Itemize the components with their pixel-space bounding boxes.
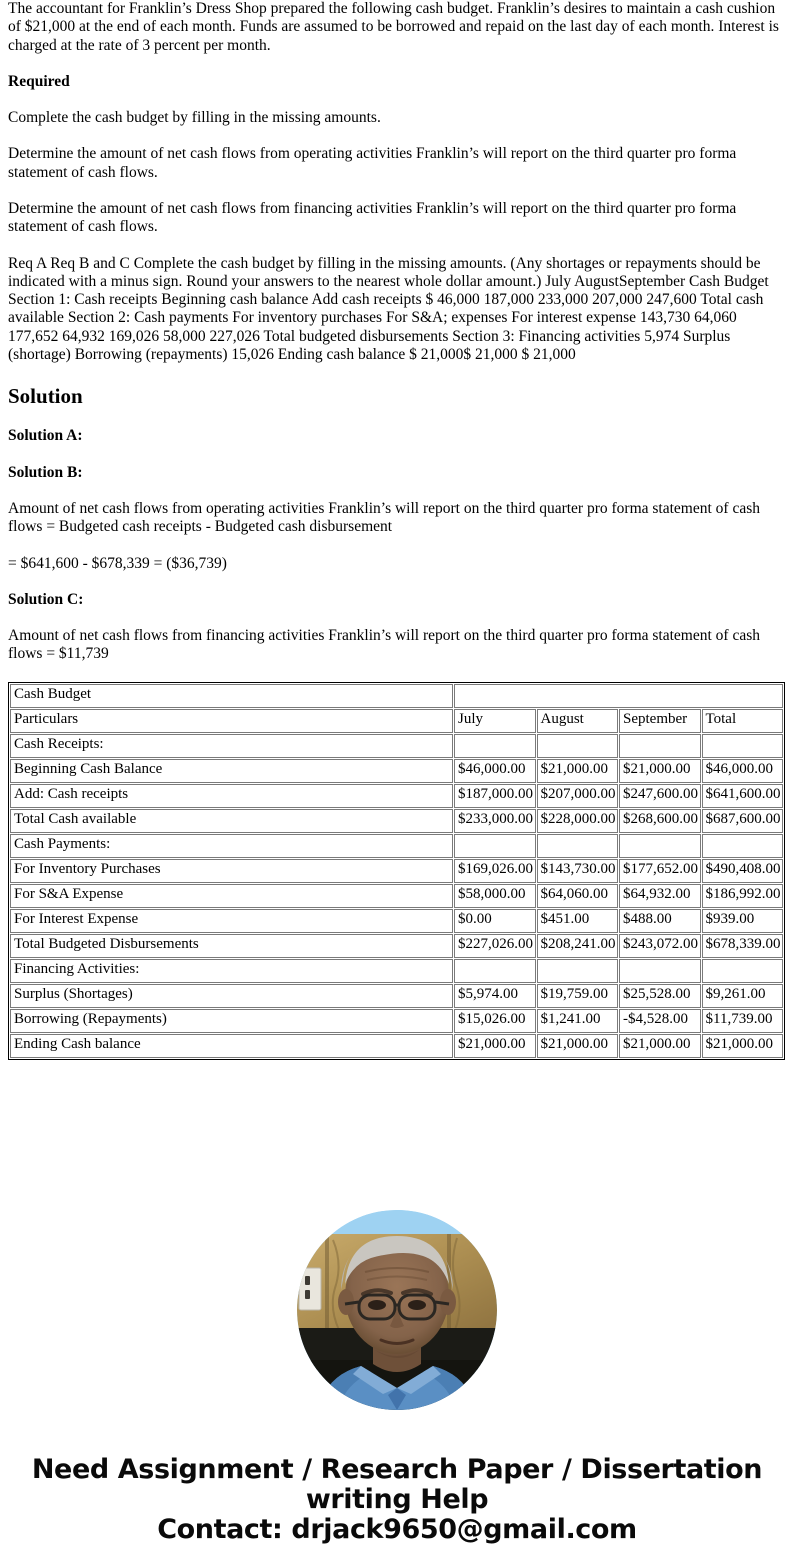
solution-b-heading: Solution B: bbox=[8, 463, 83, 481]
table-row bbox=[10, 909, 783, 933]
cash-budget-table bbox=[8, 682, 785, 1060]
cell-august: $451.00 bbox=[537, 909, 619, 933]
column-header-september: September bbox=[619, 709, 701, 733]
row-label: Cash Payments: bbox=[10, 834, 453, 858]
cell-july bbox=[454, 959, 536, 983]
cell-july: $15,026.00 bbox=[454, 1009, 536, 1033]
required-item-c: Determine the amount of net cash flows from financing activities Franklin’s will report on the third quarter pro forma statement of cash flows. bbox=[8, 199, 737, 236]
cell-total bbox=[702, 734, 784, 758]
cell-total: $46,000.00 bbox=[702, 759, 784, 783]
cell-july: $58,000.00 bbox=[454, 884, 536, 908]
solution-a-heading: Solution A: bbox=[8, 427, 83, 445]
promo-line-1: Need Assignment / Research Paper / Dissertation bbox=[31, 1453, 763, 1485]
cell-total: $21,000.00 bbox=[702, 1034, 784, 1058]
cash-budget-table-wrapper bbox=[8, 682, 786, 1060]
cell-july: $0.00 bbox=[454, 909, 536, 933]
promo-line-2: writing Help bbox=[305, 1483, 489, 1515]
table-row bbox=[10, 884, 783, 908]
table-row bbox=[10, 1009, 783, 1033]
solution-b-text: Amount of net cash flows from operating activities Franklin’s will report on the third quarter pro forma statement of cash flows = Budgeted cash receipts - Budgeted cash disbursement bbox=[8, 499, 760, 536]
cell-september bbox=[619, 959, 701, 983]
cell-august bbox=[537, 734, 619, 758]
table-row bbox=[10, 934, 783, 958]
cell-september: $25,528.00 bbox=[619, 984, 701, 1008]
cell-total: $11,739.00 bbox=[702, 1009, 784, 1033]
cell-september: $21,000.00 bbox=[619, 1034, 701, 1058]
row-label: Beginning Cash Balance bbox=[10, 759, 453, 783]
cell-august: $64,060.00 bbox=[537, 884, 619, 908]
cell-august: $1,241.00 bbox=[537, 1009, 619, 1033]
table-title-row bbox=[10, 684, 783, 708]
required-heading: Required bbox=[8, 72, 70, 90]
cell-total: $490,408.00 bbox=[702, 859, 784, 883]
cell-july: $5,974.00 bbox=[454, 984, 536, 1008]
table-title-spacer bbox=[454, 684, 783, 708]
cell-september bbox=[619, 734, 701, 758]
solution-c-heading: Solution C: bbox=[8, 590, 84, 608]
cell-september: $21,000.00 bbox=[619, 759, 701, 783]
cell-total bbox=[702, 959, 784, 983]
cell-september: $177,652.00 bbox=[619, 859, 701, 883]
cell-total: $939.00 bbox=[702, 909, 784, 933]
table-row bbox=[10, 959, 783, 983]
cell-total: $641,600.00 bbox=[702, 784, 784, 808]
cell-july: $169,026.00 bbox=[454, 859, 536, 883]
promo-block bbox=[8, 1455, 786, 1546]
row-label: Total Budgeted Disbursements bbox=[10, 934, 453, 958]
cell-total: $687,600.00 bbox=[702, 809, 784, 833]
cell-total: $186,992.00 bbox=[702, 884, 784, 908]
portrait-photo-icon bbox=[297, 1210, 497, 1410]
table-row bbox=[10, 834, 783, 858]
intro-paragraph: The accountant for Franklin’s Dress Shop prepared the following cash budget. Franklin’s desires to maintain a cash cushion of $21,000 at the end of each month. Funds are assumed to be borrowed and repaid on the last day of each month. Interest is charged at the rate of 3 percent per month. bbox=[8, 0, 779, 54]
table-row bbox=[10, 734, 783, 758]
cell-august: $208,241.00 bbox=[537, 934, 619, 958]
column-header-july: July bbox=[454, 709, 536, 733]
table-row bbox=[10, 759, 783, 783]
cell-total bbox=[702, 834, 784, 858]
column-header-total: Total bbox=[702, 709, 784, 733]
row-label: Surplus (Shortages) bbox=[10, 984, 453, 1008]
cell-september: $247,600.00 bbox=[619, 784, 701, 808]
cell-september: $488.00 bbox=[619, 909, 701, 933]
avatar bbox=[297, 1210, 497, 1410]
bottom-spacer bbox=[8, 1545, 786, 1567]
cell-august: $19,759.00 bbox=[537, 984, 619, 1008]
cell-july: $21,000.00 bbox=[454, 1034, 536, 1058]
solution-b-calculation: = $641,600 - $678,339 = ($36,739) bbox=[8, 554, 227, 572]
cell-july bbox=[454, 834, 536, 858]
row-label: Cash Receipts: bbox=[10, 734, 453, 758]
cell-july: $187,000.00 bbox=[454, 784, 536, 808]
cell-august: $207,000.00 bbox=[537, 784, 619, 808]
column-header-particulars: Particulars bbox=[10, 709, 453, 733]
solution-heading: Solution bbox=[8, 384, 83, 409]
cell-august: $143,730.00 bbox=[537, 859, 619, 883]
table-header-row bbox=[10, 709, 783, 733]
cell-august: $228,000.00 bbox=[537, 809, 619, 833]
cell-august bbox=[537, 834, 619, 858]
cell-september: -$4,528.00 bbox=[619, 1009, 701, 1033]
row-label: For Interest Expense bbox=[10, 909, 453, 933]
row-label: Add: Cash receipts bbox=[10, 784, 453, 808]
avatar-block bbox=[8, 1210, 786, 1415]
cell-july: $233,000.00 bbox=[454, 809, 536, 833]
problem-statement-blob: Req A Req B and C Complete the cash budget by filling in the missing amounts. (Any shortages or repayments should be indicated with a minus sign. Round your answers to the nearest whole dollar amount.) July AugustSeptember Cash Budget Section 1: Cash receipts Beginning cash balance Add cash receipts $ 46,000 187,000 233,000 207,000 247,600 Total cash available Section 2: Cash payments For inventory purchases For S&A; expenses For interest expense 143,730 64,060 177,652 64,932 169,026 58,000 227,026 Total budgeted disbursements Section 3: Financing activities 5,974 Surplus (shortage) Borrowing (repayments) 15,026 Ending cash balance $ 21,000$ 21,000 $ 21,000 bbox=[8, 254, 769, 363]
row-label: Ending Cash balance bbox=[10, 1034, 453, 1058]
row-label: Total Cash available bbox=[10, 809, 453, 833]
row-label: Financing Activities: bbox=[10, 959, 453, 983]
required-item-a: Complete the cash budget by filling in the missing amounts. bbox=[8, 109, 381, 127]
cell-september: $268,600.00 bbox=[619, 809, 701, 833]
row-label: For Inventory Purchases bbox=[10, 859, 453, 883]
cell-september: $64,932.00 bbox=[619, 884, 701, 908]
cell-total: $678,339.00 bbox=[702, 934, 784, 958]
cell-august bbox=[537, 959, 619, 983]
row-label: For S&A Expense bbox=[10, 884, 453, 908]
cell-total: $9,261.00 bbox=[702, 984, 784, 1008]
required-item-b: Determine the amount of net cash flows from operating activities Franklin’s will report on the third quarter pro forma statement of cash flows. bbox=[8, 145, 737, 181]
cell-august: $21,000.00 bbox=[537, 1034, 619, 1058]
cell-august: $21,000.00 bbox=[537, 759, 619, 783]
table-row bbox=[10, 809, 783, 833]
promo-contact-line: Contact: drjack9650@gmail.com bbox=[157, 1514, 637, 1546]
cell-september: $243,072.00 bbox=[619, 934, 701, 958]
table-row bbox=[10, 984, 783, 1008]
row-label: Borrowing (Repayments) bbox=[10, 1009, 453, 1033]
table-row bbox=[10, 784, 783, 808]
table-row bbox=[10, 1034, 783, 1058]
table-title-cell: Cash Budget bbox=[10, 684, 453, 708]
table-row bbox=[10, 859, 783, 883]
solution-c-text: Amount of net cash flows from financing activities Franklin’s will report on the third quarter pro forma statement of cash flows = $11,739 bbox=[8, 627, 760, 663]
column-header-august: August bbox=[537, 709, 619, 733]
cell-july: $46,000.00 bbox=[454, 759, 536, 783]
cell-september bbox=[619, 834, 701, 858]
cell-july bbox=[454, 734, 536, 758]
cell-july: $227,026.00 bbox=[454, 934, 536, 958]
